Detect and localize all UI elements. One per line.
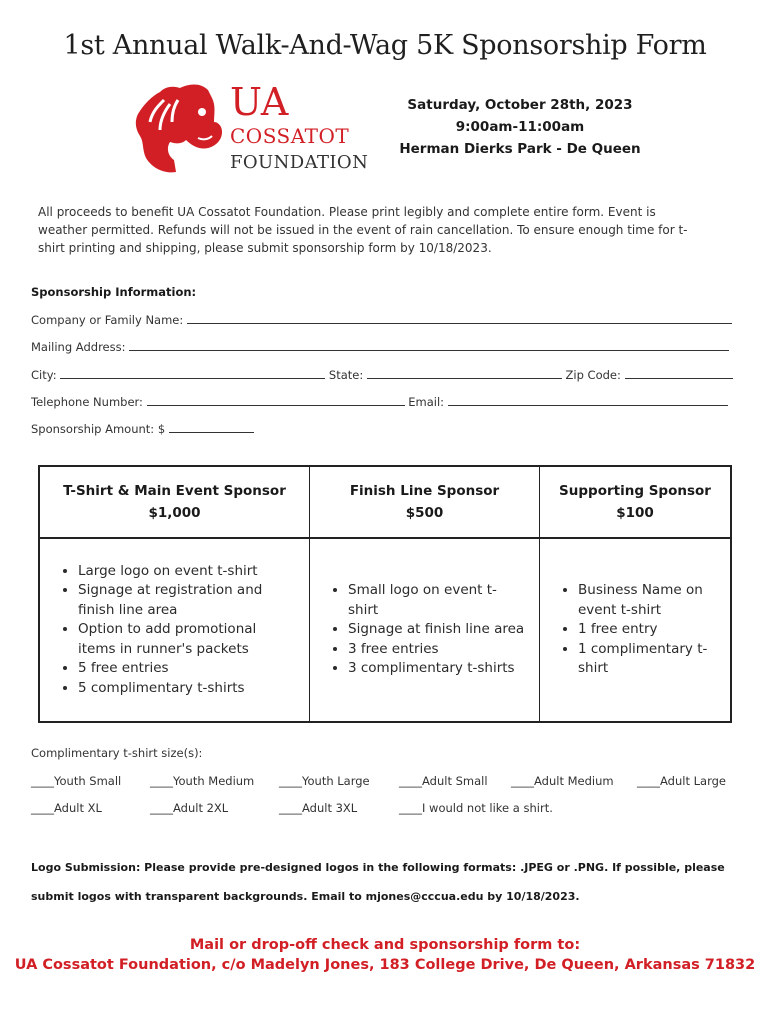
benefit-item: • Signage at registration and finish line area (78, 581, 295, 620)
company-row (31, 312, 732, 327)
benefit-item: • Large logo on event t-shirt (78, 562, 295, 582)
benefit-item: • Option to add promotional items in runner's packets (78, 620, 295, 659)
tier-price: $100 (616, 505, 654, 521)
size-option-adult-small[interactable]: ____Adult Small (399, 774, 488, 788)
size-option-adult-medium[interactable]: ____Adult Medium (511, 774, 614, 788)
tier-column-finish-line (310, 467, 540, 721)
event-time: 9:00am-11:00am (455, 119, 585, 135)
page-title: 1st Annual Walk-And-Wag 5K Sponsorship Form (63, 30, 707, 61)
sponsorship-tiers-table (38, 465, 732, 723)
tier-benefits (40, 539, 309, 721)
size-option-adult-2xl[interactable]: ____Adult 2XL (150, 801, 229, 815)
horse-head-icon (130, 78, 230, 178)
benefit-item: • 3 complimentary t-shirts (348, 659, 525, 679)
phone-label: Telephone Number: (31, 395, 143, 409)
company-field[interactable] (187, 312, 732, 324)
tier-benefits (310, 539, 539, 721)
company-label: Company or Family Name: (31, 313, 184, 327)
state-field[interactable] (367, 367, 562, 379)
amount-row (31, 421, 254, 436)
mailing-address-field[interactable] (129, 339, 729, 351)
size-option-no-shirt[interactable]: ____I would not like a shirt. (399, 801, 553, 815)
email-label: Email: (408, 395, 445, 409)
benefit-item: • 5 free entries (78, 659, 295, 679)
benefit-item: • 1 complimentary t-shirt (578, 640, 716, 679)
mail-address: UA Cossatot Foundation, c/o Madelyn Jones, 183 College Drive, De Queen, Arkansas 71832 (14, 957, 756, 973)
mailing-instructions (0, 935, 770, 975)
phone-field[interactable] (147, 394, 405, 406)
logo-text-ua: UA (230, 80, 289, 124)
tier-column-supporting (540, 467, 730, 721)
event-date: Saturday, October 28th, 2023 (407, 97, 633, 113)
tier-name: Supporting Sponsor (559, 483, 711, 499)
amount-label: Sponsorship Amount: $ (31, 422, 166, 436)
logo-text-foundation: FOUNDATION (230, 152, 369, 173)
state-label: State: (328, 368, 364, 382)
event-details (370, 94, 670, 160)
tshirt-size-label: Complimentary t-shirt size(s): (31, 746, 203, 760)
size-option-youth-large[interactable]: ____Youth Large (279, 774, 370, 788)
event-location: Herman Dierks Park - De Queen (399, 141, 641, 157)
email-field[interactable] (448, 394, 728, 406)
tier-benefits (540, 539, 730, 721)
benefit-item: • 1 free entry (578, 620, 716, 640)
city-row (31, 367, 733, 382)
size-option-youth-medium[interactable]: ____Youth Medium (150, 774, 255, 788)
mailing-row (31, 339, 729, 354)
logo-text-cossatot: COSSATOT (230, 124, 350, 148)
zip-label: Zip Code: (565, 368, 621, 382)
tier-price: $500 (405, 505, 444, 521)
benefit-item: • Small logo on event t-shirt (348, 581, 525, 620)
logo-submission-note: Logo Submission: Please provide pre-designed logos in the following formats: .JPEG or .PNG. If possible, please submit logos with transparent backgrounds. Email to mjones@cccua.edu by 10/18/2023. (31, 861, 725, 903)
benefit-item: • Business Name on event t-shirt (578, 581, 716, 620)
benefit-item: • 5 complimentary t-shirts (78, 679, 295, 699)
tier-header (540, 467, 730, 539)
benefit-item: • Signage at finish line area (348, 620, 525, 640)
tier-price: $1,000 (148, 505, 201, 521)
tier-name: Finish Line Sponsor (349, 483, 500, 499)
tier-header (40, 467, 309, 539)
mail-heading: Mail or drop-off check and sponsorship form to: (189, 937, 581, 953)
city-label: City: (31, 368, 57, 382)
size-option-adult-large[interactable]: ____Adult Large (637, 774, 726, 788)
tier-header (310, 467, 539, 539)
zip-field[interactable] (625, 367, 733, 379)
tier-column-main-event (40, 467, 310, 721)
tier-name: T-Shirt & Main Event Sponsor (63, 483, 286, 499)
foundation-logo (130, 78, 369, 178)
city-field[interactable] (60, 367, 325, 379)
size-option-adult-3xl[interactable]: ____Adult 3XL (279, 801, 358, 815)
size-option-adult-xl[interactable]: ____Adult XL (31, 801, 102, 815)
size-option-youth-small[interactable]: ____Youth Small (31, 774, 122, 788)
intro-paragraph: All proceeds to benefit UA Cossatot Foundation. Please print legibly and complete entire form. Event is weather permitted. Refunds will not be issued in the event of rain cancellation. To ensure enough time for t-shirt printing and shipping, please submit sponsorship form by 10/18/2023. (38, 205, 688, 255)
benefit-item: • 3 free entries (348, 640, 525, 660)
phone-email-row (31, 394, 728, 409)
sponsorship-info-heading: Sponsorship Information: (31, 285, 197, 299)
amount-field[interactable] (169, 421, 254, 433)
mailing-label: Mailing Address: (31, 340, 126, 354)
